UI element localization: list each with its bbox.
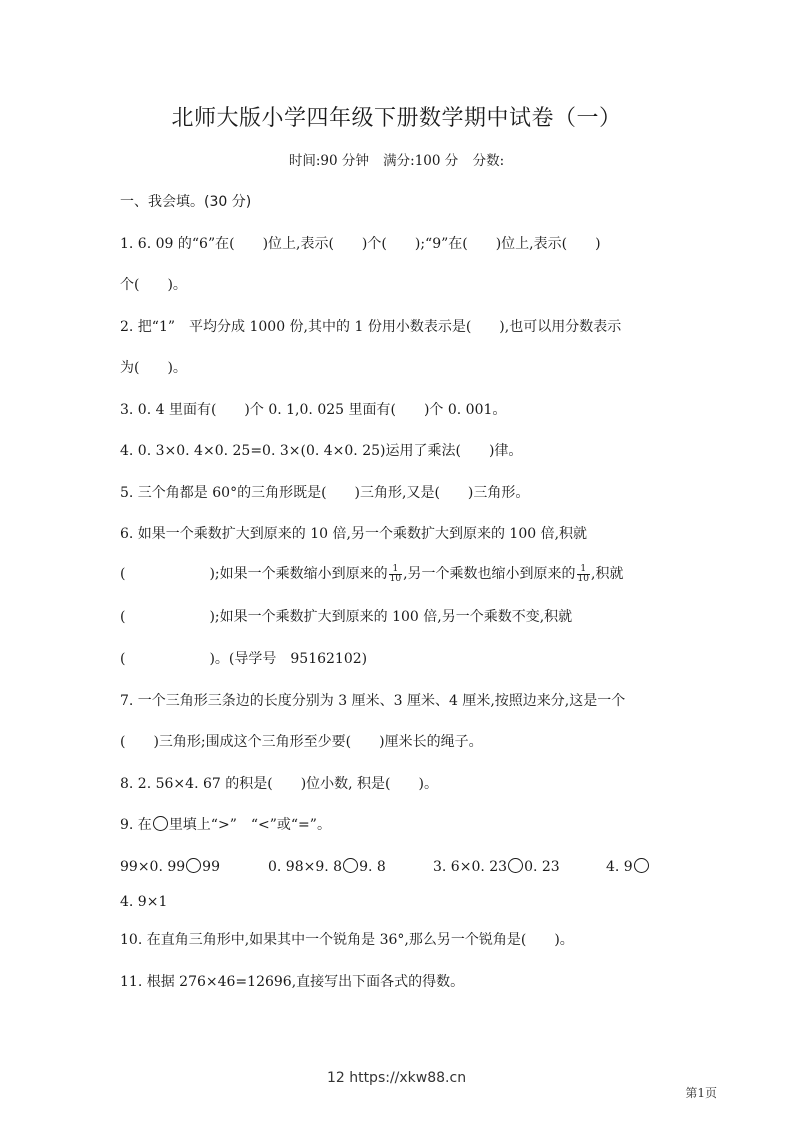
page-number: 第1页: [685, 1086, 717, 1100]
question-2-line-2: 为( )。: [120, 360, 187, 376]
fraction-numerator: 1: [389, 565, 402, 575]
question-2-line-1: 2. 把“1” 平均分成 1000 份,其中的 1 份用小数表示是( ),也可以用分数表示: [120, 319, 622, 335]
comparison-item-1: [120, 857, 220, 877]
question-6-line-2-part-a: ( );如果一个乘数缩小到原来的: [120, 566, 388, 582]
question-6-line-2-part-c: ,积就: [591, 566, 624, 582]
compare-circle-blank[interactable]: [508, 858, 523, 873]
comparison-left: 0. 98×9. 8: [268, 859, 343, 875]
question-11: 11. 根据 276×46=12696,直接写出下面各式的得数。: [120, 974, 465, 990]
question-1-line-1: 1. 6. 09 的“6”在( )位上,表示( )个( );“9”在( )位上,表示( ): [120, 236, 601, 252]
question-10: 10. 在直角三角形中,如果其中一个锐角是 36°,那么另一个锐角是( )。: [120, 932, 574, 948]
exam-time: 时间:90 分钟: [288, 153, 369, 169]
exam-meta: [0, 149, 793, 169]
fraction-denominator-2: 10: [577, 573, 589, 584]
compare-circle-blank[interactable]: [343, 858, 358, 873]
question-6-line-4: ( )。(导学号 95162102): [120, 651, 368, 667]
footer-website: 12 https://xkw88.cn: [326, 1070, 467, 1086]
question-8: 8. 2. 56×4. 67 的积是( )位小数, 积是( )。: [120, 776, 438, 792]
comparison-right: 9. 8: [359, 859, 386, 875]
question-9-prefix: 9. 在: [120, 817, 152, 833]
comparison-left: 4. 9: [606, 859, 633, 875]
fraction-numerator-2: 1: [577, 565, 590, 575]
comparison-left: 3. 6×0. 23: [433, 859, 508, 875]
fraction-one-tenth: [389, 565, 402, 584]
comparison-item-2: [268, 857, 386, 877]
circle-icon: [153, 816, 168, 831]
comparison-item-4-continued: 4. 9×1: [120, 894, 168, 910]
page-title: 北师大版小学四年级下册数学期中试卷（一）: [171, 106, 622, 131]
question-3: 3. 0. 4 里面有( )个 0. 1,0. 025 里面有( )个 0. 001。: [120, 402, 507, 418]
question-7-line-2: ( )三角形;围成这个三角形至少要( )厘米长的绳子。: [120, 734, 483, 750]
exam-score-field: 分数:: [472, 153, 505, 169]
comparison-item-4: [606, 857, 650, 877]
question-7-line-1: 7. 一个三角形三条边的长度分别为 3 厘米、3 厘米、4 厘米,按照边来分,这是一个: [120, 693, 626, 709]
question-6-line-2: [120, 564, 623, 584]
question-9-instruction: [120, 815, 331, 835]
fraction-one-tenth-2: [577, 565, 590, 584]
comparison-right: 99: [202, 859, 220, 875]
section-heading: 一、我会填。(30 分): [120, 194, 252, 210]
question-9-suffix: 里填上“>” “<”或“=”。: [168, 817, 331, 833]
compare-circle-blank[interactable]: [634, 858, 649, 873]
question-6-line-2-part-b: ,另一个乘数也缩小到原来的: [403, 566, 576, 582]
fraction-denominator: 10: [389, 573, 402, 584]
question-6-line-1: 6. 如果一个乘数扩大到原来的 10 倍,另一个乘数扩大到原来的 100 倍,积就: [120, 526, 588, 542]
question-1-line-2: 个( )。: [120, 277, 187, 293]
comparison-left: 99×0. 99: [120, 859, 186, 875]
exam-full-score: 满分:100 分: [383, 153, 459, 169]
question-6-line-3: ( );如果一个乘数扩大到原来的 100 倍,另一个乘数不变,积就: [120, 609, 573, 625]
question-4: 4. 0. 3×0. 4×0. 25=0. 3×(0. 4×0. 25)运用了乘法( )律。: [120, 443, 523, 459]
question-5: 5. 三个角都是 60°的三角形既是( )三角形,又是( )三角形。: [120, 485, 530, 501]
comparison-right: 0. 23: [524, 859, 560, 875]
compare-circle-blank[interactable]: [186, 858, 201, 873]
comparison-item-3: [433, 857, 560, 877]
